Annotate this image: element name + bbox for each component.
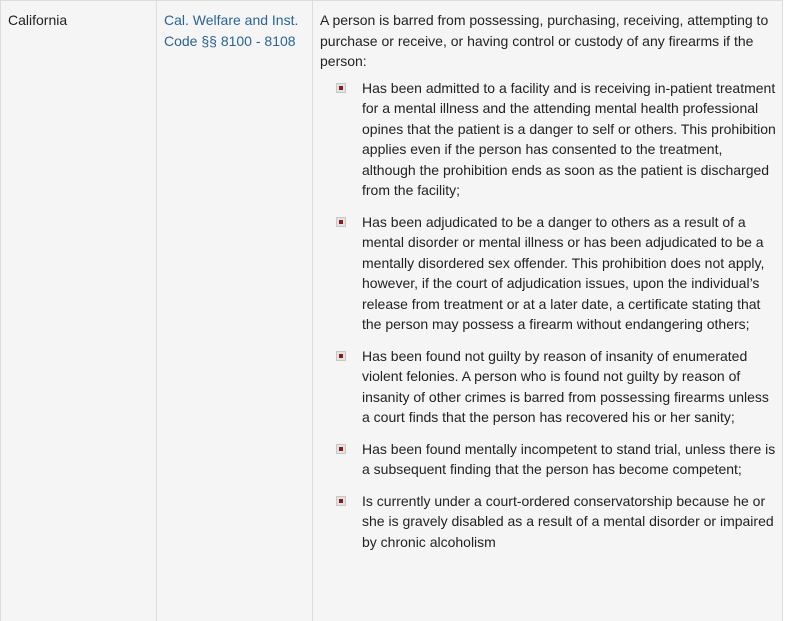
provision-intro: A person is barred from possessing, purchasing, receiving, attempting to purchase or receive, or having control or custody of any firearms if the person: — [320, 12, 769, 69]
state-cell — [1, 1, 157, 621]
provision-list — [320, 78, 776, 553]
bullet-icon — [336, 83, 346, 93]
list-item-text: Has been adjudicated to be a danger to others as a result of a mental disorder or mental illness or has been adjudicated to be a mentally disordered sex offender. This prohibition does not apply, however, if the court of adjudication issues, upon the individual’s release from treatment or at a later date, a certificate stating that the person may possess a firearm without endangering others; — [362, 213, 765, 332]
list-item-text: Has been admitted to a facility and is receiving in-patient treatment for a mental illness and the attending mental health professional opines that the patient is a danger to self or others. This prohibition applies even if the person has consented to the treatment, although the prohibition ends as soon as the patient is discharged from the facility; — [362, 79, 776, 198]
list-item-text: Is currently under a court-ordered conservatorship because he or she is gravely disabled as a result of a mental disorder or impaired by chronic alcoholism — [362, 492, 774, 550]
state-name: California — [8, 12, 68, 28]
list-item — [320, 491, 776, 553]
bullet-icon — [336, 444, 346, 454]
bullet-icon — [336, 496, 346, 506]
list-item — [320, 212, 776, 335]
bullet-icon — [336, 351, 346, 361]
list-item-text: Has been found not guilty by reason of insanity of enumerated violent felonies. A person who is found not guilty by reason of insanity of other crimes is barred from possessing firearms unless a court finds that the person has recovered his or her sanity; — [362, 347, 769, 425]
bullet-icon — [336, 217, 346, 227]
list-item — [320, 78, 776, 201]
provision-cell — [313, 1, 782, 621]
list-item — [320, 439, 776, 480]
citation-cell — [157, 1, 313, 621]
citation-link[interactable]: Cal. Welfare and Inst. Code §§ 8100 - 8108 — [164, 12, 299, 49]
list-item — [320, 346, 776, 428]
list-item-text: Has been found mentally incompetent to stand trial, unless there is a subsequent finding that the person has become competent; — [362, 440, 776, 477]
